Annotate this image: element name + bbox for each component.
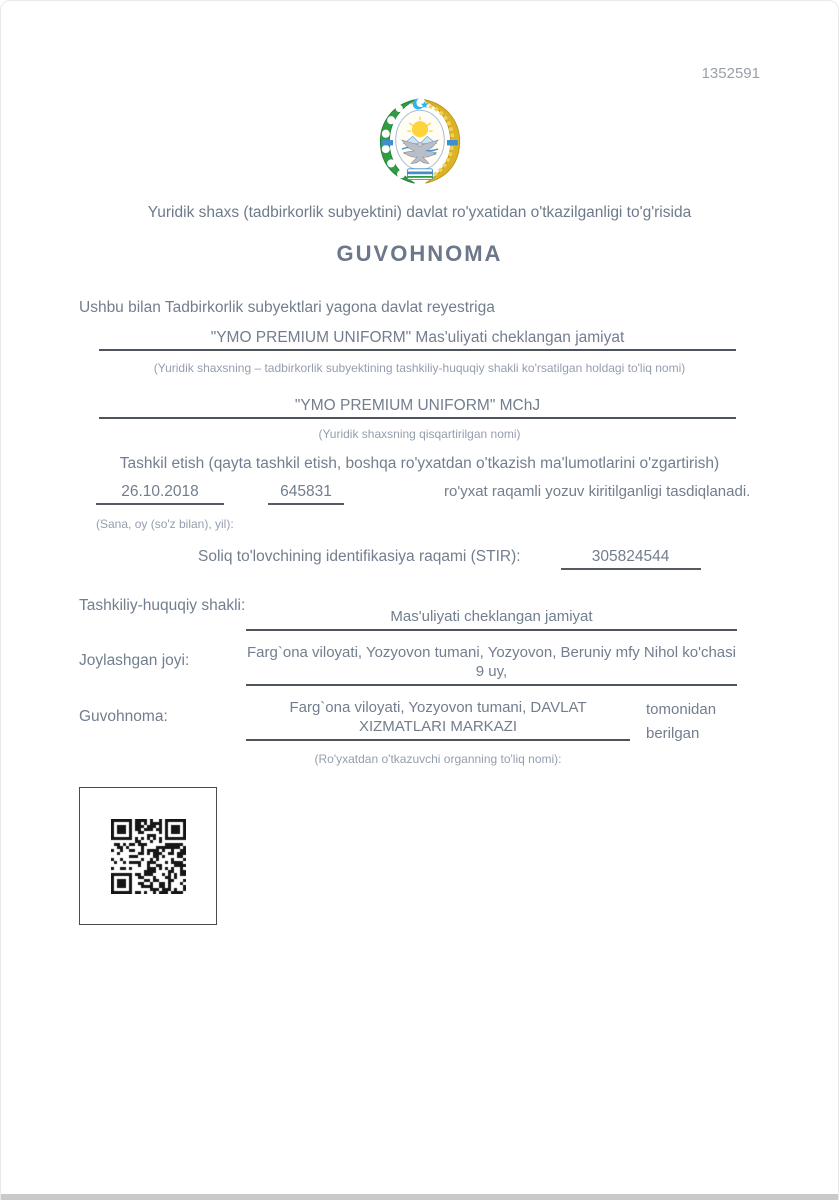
- certificate-title: GUVOHNOMA: [336, 241, 503, 266]
- address-label: Joylashgan joyi:: [79, 652, 190, 669]
- issuer-label: Guvohnoma:: [79, 708, 168, 725]
- issuer-suffix: tomonidan berilgan: [646, 701, 717, 742]
- registration-confirm-text: ro'yxat raqamli yozuv kiritilganligi tasdiqlanadi.: [444, 483, 751, 500]
- registration-date-caption: (Sana, oy (so'z bilan), yil):: [96, 517, 234, 531]
- full-name-caption: (Yuridik shaxsning – tadbirkorlik subyektining tashkiliy-huquqiy shakli ko'rsatilgan holdagi to'liq nomi): [153, 361, 686, 375]
- legal-form-value: Mas'uliyati cheklangan jamiyat: [246, 596, 737, 631]
- registration-number-value: 645831: [268, 482, 344, 505]
- document-number: 1352591: [701, 65, 760, 82]
- issuer-caption: (Ro'yxatdan o'tkazuvchi organning to'liq nomi):: [314, 752, 562, 766]
- intro-text: Ushbu bilan Tadbirkorlik subyektlari yagona davlat reyestriga: [79, 299, 495, 316]
- address-row: [79, 643, 760, 686]
- uzbekistan-emblem-icon: [375, 93, 465, 187]
- address-value: Farg`ona viloyati, Yozyovon tumani, Yozyovon, Beruniy mfy Nihol ko'chasi 9 uy,: [246, 643, 737, 686]
- certificate-title-line: Yuridik shaxs (tadbirkorlik subyektini) davlat ro'yxatidan o'tkazilganligi to'g'risida: [147, 204, 692, 221]
- short-name-caption: (Yuridik shaxsning qisqartirilgan nomi): [318, 427, 521, 441]
- legal-form-label: Tashkiliy-huquqiy shakli:: [79, 597, 246, 614]
- stir-label: Soliq to'lovchining identifikasiya raqami (STIR):: [198, 548, 521, 565]
- registration-heading: Tashkil etish (qayta tashkil etish, boshqa ro'yxatdan o'tkazish ma'lumotlarini o'zgartirish): [119, 455, 720, 472]
- short-name-value: "YMO PREMIUM UNIFORM" MChJ: [99, 396, 736, 419]
- stir-row: [79, 547, 760, 570]
- registration-date-value: 26.10.2018: [96, 482, 224, 505]
- issuer-row: [79, 698, 760, 746]
- issuer-value: Farg`ona viloyati, Yozyovon tumani, DAVLAT XIZMATLARI MARKAZI: [246, 698, 630, 741]
- qr-code: [111, 819, 186, 894]
- qr-code-frame: [79, 787, 217, 925]
- emblem-container: [79, 93, 760, 187]
- legal-form-row: [79, 596, 760, 631]
- stir-value: 305824544: [561, 547, 701, 570]
- registration-row: [79, 482, 760, 505]
- full-name-value: "YMO PREMIUM UNIFORM" Mas'uliyati cheklangan jamiyat: [99, 328, 736, 351]
- bottom-bar: [1, 1194, 838, 1200]
- details-section: [79, 596, 760, 766]
